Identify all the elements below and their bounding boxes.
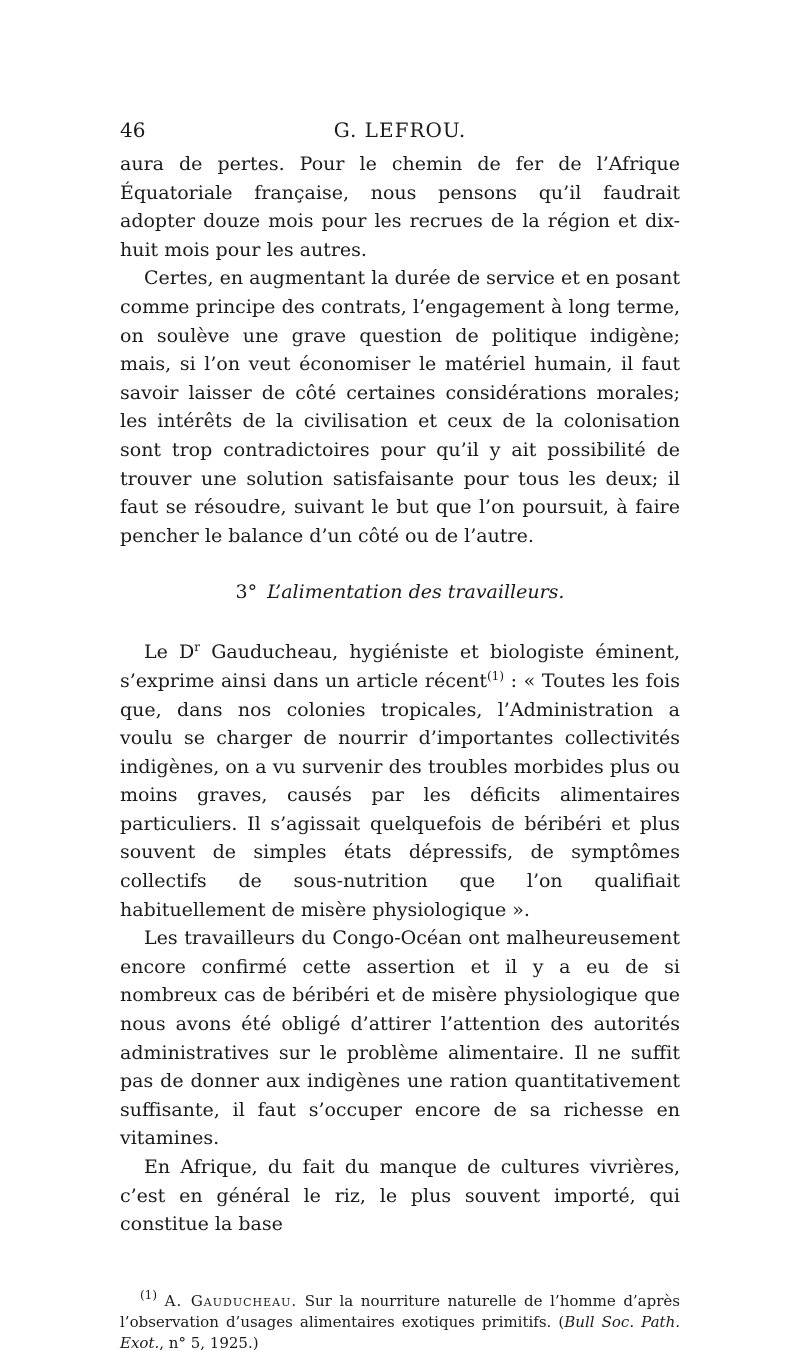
quote-text-end: : « Toutes les fois que, dans nos colonies tropicales, l’Administration a voulu se charger de nourrir d’importantes collectivités indigènes, on a vu survenir des troubles morbides plus ou moins graves, causés par les déficits alimentaires particuliers. Il s’agissait quelquefois de béribéri et plus souvent de simples états dépressifs, de symptômes collectifs de sous-nutrition que l’on qualifiait habituellement de misère physiologique ». bbox=[120, 669, 680, 921]
page-header bbox=[120, 118, 680, 146]
footnote-spacer bbox=[120, 1239, 680, 1291]
paragraph-continuation: aura de pertes. Pour le chemin de fer de l’Afrique Équatoriale française, nous pensons qu’il faudrait adopter douze mois pour les recrues de la région et dix-huit mois pour les autres. bbox=[120, 153, 680, 261]
paragraph-quote bbox=[120, 638, 680, 924]
footnote-marker: (1) bbox=[140, 1287, 157, 1302]
page-number: 46 bbox=[120, 118, 146, 142]
footnote bbox=[120, 1287, 680, 1354]
paragraph-travailleurs: Les travailleurs du Congo-Océan ont malheureusement encore confirmé cette assertion et il y a eu de si nombreux cas de béribéri et de misère physiologique que nous avons été obligé d’attirer l’attention des autorités administratives sur le problème alimentaire. Il ne suffit pas de donner aux indigènes une ration quantitativement suffisante, il faut s’occuper encore de sa richesse en vitamines. bbox=[120, 927, 680, 1150]
footnote-text: Sur la nourriture naturelle de l’homme d’après l’observation d’usages alimentaires exotiques primitifs. ( bbox=[120, 1291, 680, 1331]
section-heading bbox=[120, 578, 680, 606]
footnote-ref[interactable]: (1) bbox=[487, 668, 504, 683]
footnote-journal: Bull Soc. Path. Exot. bbox=[120, 1312, 680, 1352]
paragraph-certes: Certes, en augmentant la durée de service et en posant comme principe des contrats, l’engagement à long terme, on soulève une grave question de politique indigène; mais, si l’on veut économiser le matériel humain, il faut savoir laisser de côté certaines considérations morales; les intérêts de la civilisation et ceux de la colonisation sont trop contradictoires pour qu’il y ait possibilité de trouver une solution satisfaisante pour tous les deux; il faut se résoudre, suivant le but que l’on poursuit, à faire pencher le balance d’un côté ou de l’autre. bbox=[120, 267, 680, 547]
doctor-abbrev-sup: r bbox=[194, 640, 201, 655]
paragraph-afrique: En Afrique, du fait du manque de cultures vivrières, c’est en général le riz, le plus souvent importé, qui constitue la base bbox=[120, 1156, 680, 1236]
section-number: 3° bbox=[235, 581, 258, 604]
footnote-author: A. Gauducheau. bbox=[164, 1291, 298, 1310]
running-head: G. LEFROU. bbox=[333, 118, 467, 142]
footnote-end: , n° 5, 1925.) bbox=[159, 1333, 259, 1352]
section-title: L’alimentation des travailleurs. bbox=[267, 581, 565, 604]
page-body bbox=[120, 150, 680, 1354]
quote-text-start: Le D bbox=[144, 641, 195, 664]
quote-text-mid: Gauducheau, hygiéniste et biologiste éminent, s’exprime ainsi dans un article récent bbox=[120, 641, 680, 692]
